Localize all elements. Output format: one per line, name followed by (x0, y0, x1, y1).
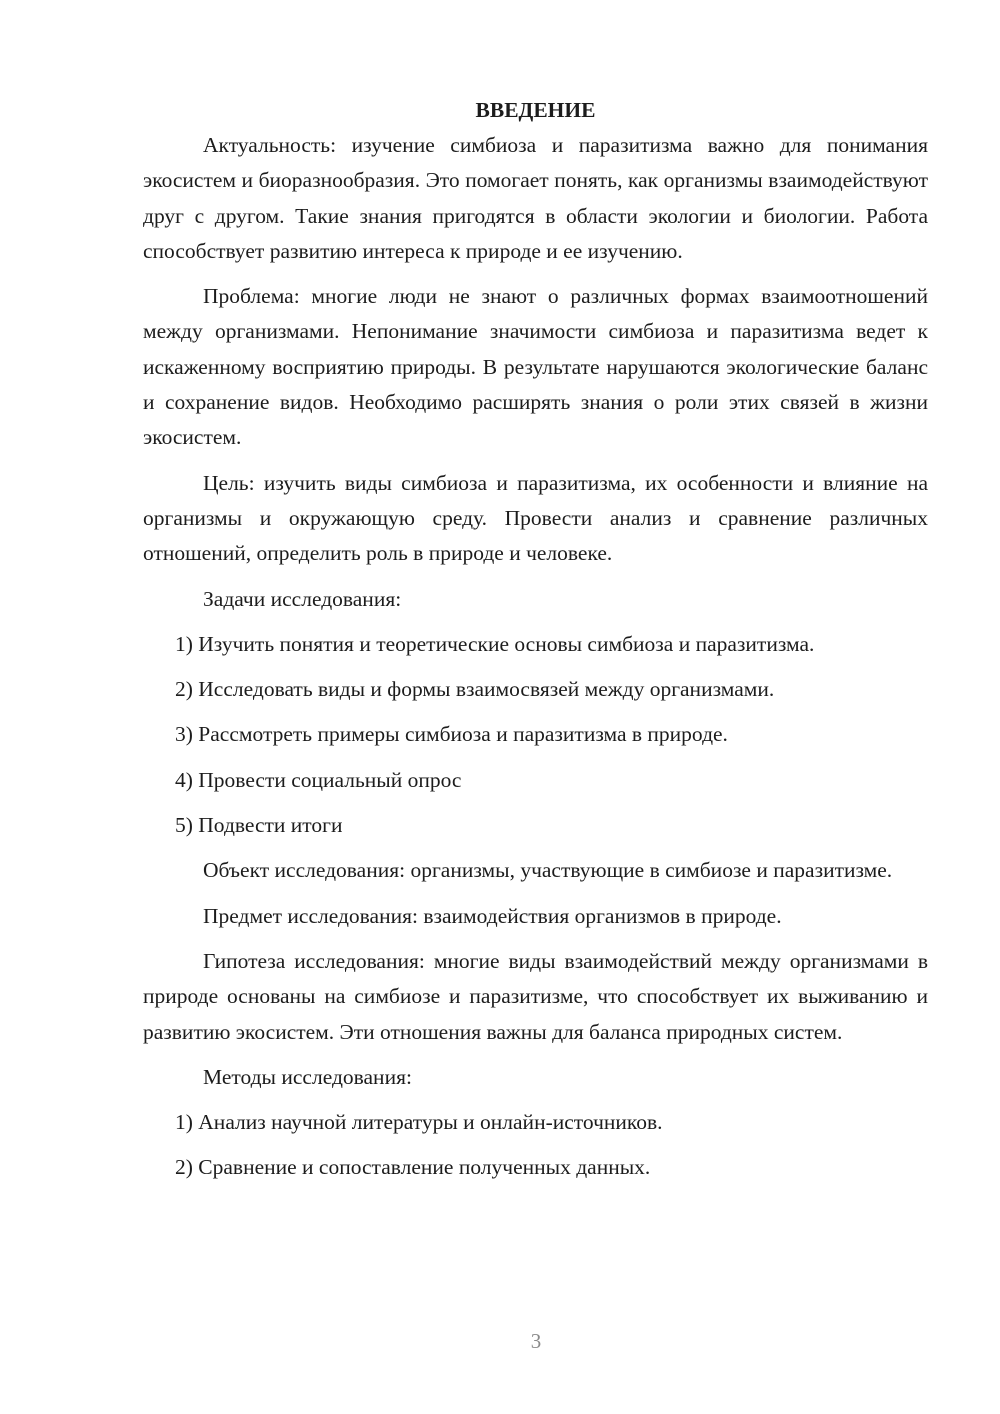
document-page (143, 93, 928, 1196)
task-item-3: 3) Рассмотреть примеры симбиоза и паразитизма в природе. (175, 722, 728, 747)
method-item-1: 1) Анализ научной литературы и онлайн-источников. (175, 1110, 663, 1135)
page-number: 3 (530, 1329, 542, 1353)
object-paragraph: Объект исследования: организмы, участвующие в симбиозе и паразитизме. (203, 858, 893, 883)
tasks-heading: Задачи исследования: (203, 586, 402, 611)
methods-heading: Методы исследования: (203, 1064, 412, 1089)
subject-paragraph: Предмет исследования: взаимодействия организмов в природе. (203, 903, 782, 928)
problem-paragraph: Проблема: многие люди не знают о различных формах взаимоотношений между организмами. Непонимание значимости симбиоза и паразитизма ведет к искаженному восприятию природы. В результате нарушаются экологические баланс и сохранение видов. Необходимо расширять знания о роли этих связей в жизни экосистем. (143, 284, 928, 450)
hypothesis-paragraph: Гипотеза исследования: многие виды взаимодействий между организмами в природе основаны на симбиозе и паразитизме, что способствует их выживанию и развитию экосистем. Эти отношения важны для баланса природных систем. (143, 948, 928, 1044)
task-item-1: 1) Изучить понятия и теоретические основы симбиоза и паразитизма. (175, 631, 815, 656)
relevance-paragraph: Актуальность: изучение симбиоза и паразитизма важно для понимания экосистем и биоразнообразия. Это помогает понять, как организмы взаимодействуют друг с другом. Такие знания пригодятся в области экологии и биологии. Работа способствует развитию интереса к природе и ее изучению. (143, 133, 928, 263)
method-item-2: 2) Сравнение и сопоставление полученных данных. (175, 1155, 651, 1180)
task-item-2: 2) Исследовать виды и формы взаимосвязей между организмами. (175, 677, 775, 702)
section-title: ВВЕДЕНИЕ (475, 98, 596, 122)
goal-paragraph: Цель: изучить виды симбиоза и паразитизма, их особенности и влияние на организмы и окружающую среду. Провести анализ и сравнение различных отношений, определить роль в природе и человеке. (143, 470, 928, 566)
task-item-5: 5) Подвести итоги (175, 813, 343, 838)
task-item-4: 4) Провести социальный опрос (175, 767, 462, 792)
